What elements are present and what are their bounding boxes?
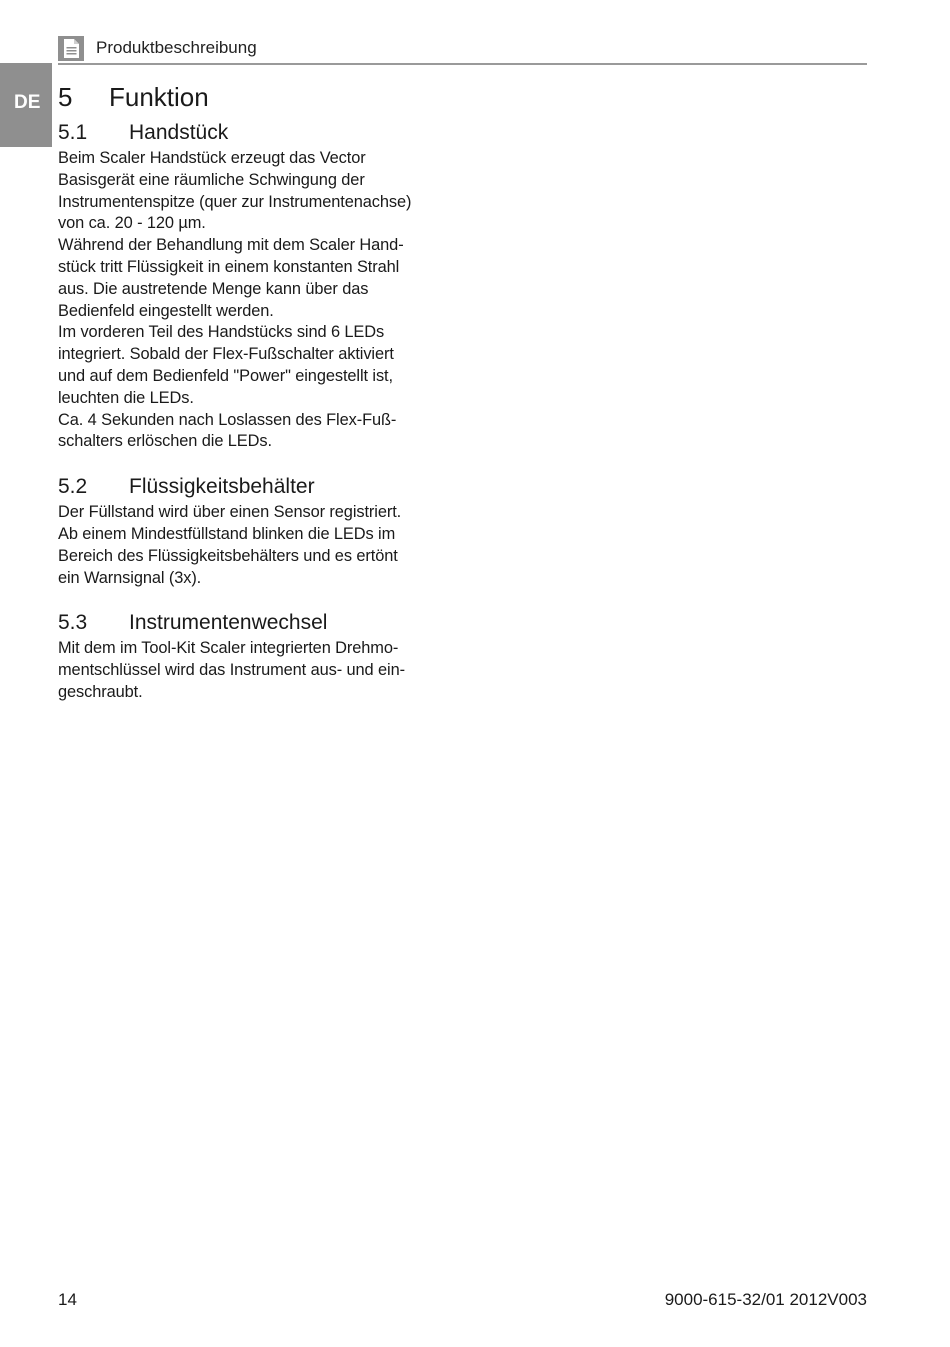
text-line: und auf dem Bedienfeld "Power" eingestellt ist, [58, 366, 393, 385]
text-line: integriert. Sobald der Flex-Fußschalter aktiviert [58, 345, 394, 364]
chapter-number: 5 [58, 82, 73, 112]
document-icon [58, 36, 84, 61]
text-line: Bereich des Flüssigkeitsbehälters und es ertönt [58, 546, 398, 565]
text-line: Bedienfeld eingestellt werden. [58, 301, 274, 320]
section-heading-5-2 [58, 472, 443, 502]
header-section-title: Produktbeschreibung [96, 38, 257, 57]
text-line: geschraubt. [58, 682, 143, 701]
language-label: DE [14, 92, 41, 113]
section-title: Flüssigkeitsbehälter [129, 475, 315, 499]
page-number: 14 [58, 1290, 77, 1309]
header-divider [58, 63, 867, 65]
section-number: 5.3 [58, 611, 88, 635]
text-line: Im vorderen Teil des Handstücks sind 6 LEDs [58, 323, 385, 342]
text-line: stück tritt Flüssigkeit in einem konstanten Strahl [58, 257, 400, 276]
section-number: 5.2 [58, 475, 88, 499]
text-line: mentschlüssel wird das Instrument aus- und ein- [58, 661, 405, 680]
text-line: Ca. 4 Sekunden nach Loslassen des Flex-Fuß- [58, 410, 397, 429]
section-body-5-1 [58, 148, 443, 453]
chapter-title: Funktion [109, 82, 209, 112]
text-line: aus. Die austretende Menge kann über das [58, 279, 369, 298]
text-line: Während der Behandlung mit dem Scaler Hand- [58, 236, 404, 255]
section-title: Handstück [129, 121, 229, 144]
chapter-heading [58, 80, 443, 114]
document-id: 9000-615-32/01 2012V003 [664, 1290, 867, 1309]
page-header [58, 34, 867, 64]
text-line: Mit dem im Tool-Kit Scaler integrierten Drehmo- [58, 639, 399, 658]
section-body-5-3 [58, 638, 443, 703]
text-line: Basisgerät eine räumliche Schwingung der [58, 170, 365, 189]
language-tab [0, 63, 52, 147]
text-line: Instrumentenspitze (quer zur Instrumentenachse) [58, 192, 412, 211]
text-line: ein Warnsignal (3x). [58, 568, 202, 587]
text-line: schalters erlöschen die LEDs. [58, 432, 272, 451]
text-line: Der Füllstand wird über einen Sensor registriert. [58, 503, 402, 522]
text-line: Ab einem Mindestfüllstand blinken die LEDs im [58, 524, 396, 543]
section-heading-5-3 [58, 608, 443, 638]
text-line: Beim Scaler Handstück erzeugt das Vector [58, 149, 366, 167]
section-number: 5.1 [58, 121, 88, 144]
section-body-5-2 [58, 502, 443, 589]
section-heading-5-1 [58, 118, 443, 148]
text-line: von ca. 20 - 120 µm. [58, 214, 206, 233]
text-line: leuchten die LEDs. [58, 388, 194, 407]
main-content [58, 80, 443, 704]
section-title: Instrumentenwechsel [129, 611, 328, 635]
